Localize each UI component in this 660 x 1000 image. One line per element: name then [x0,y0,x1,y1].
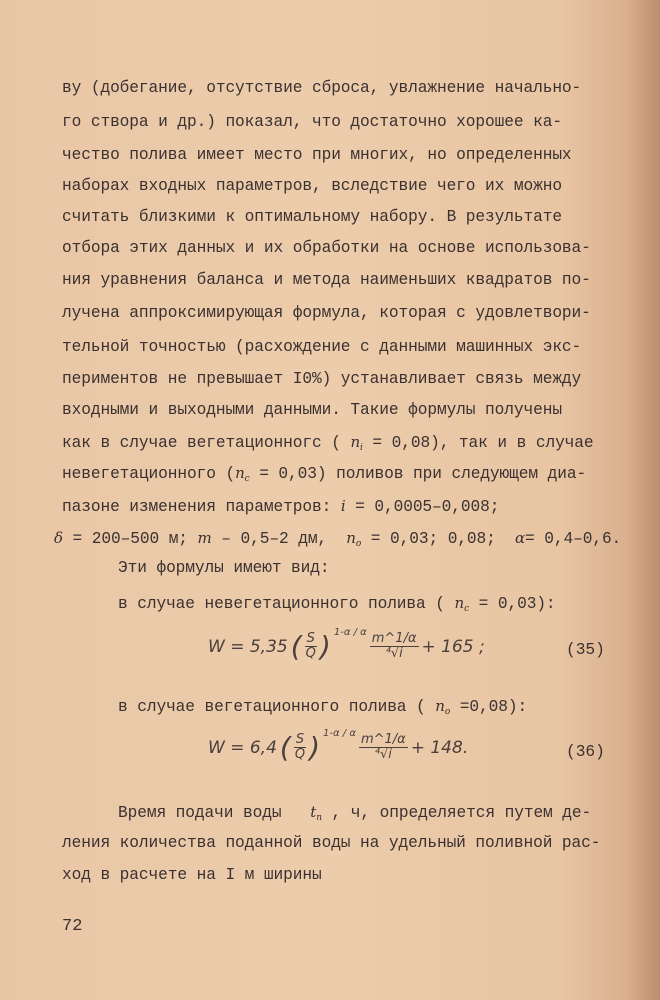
var-n: n [346,529,356,547]
subscript: o [444,707,451,717]
text-line [118,593,556,619]
formula-tail: + 148. [410,737,469,758]
text-line: наборах входных параметров, вследствие чего их можно [62,177,562,195]
var-n: n [435,697,445,715]
text: = 200–500 м; [62,530,198,548]
text-line [118,696,527,722]
text: в случае вегетационного полива ( [118,698,436,716]
text: = 0,03): [469,595,556,613]
text-line: ву (добегание, отсутствие сброса, увлажнение начально- [62,79,582,97]
text-line [62,496,499,517]
denominator: ⁴√i [385,646,403,661]
page-number: 72 [62,917,83,936]
text: – 0,5–2 дм, [211,530,347,548]
denominator: Q [294,747,306,762]
numerator: m^1/α [360,732,406,747]
text: , ч, определяется путем де- [321,804,592,822]
subscript: o [355,539,362,549]
var-t: t [310,803,317,821]
text: = 0,03; 0,08; [361,530,515,548]
text: невегетационного ( [62,465,236,483]
text: пазоне изменения параметров: [62,498,341,516]
var-m: m [197,529,212,547]
text-line: входными и выходными данными. Такие формулы получены [62,401,562,419]
text-line: чество полива имеет место при многих, но определенных [62,146,572,164]
text-line: лучена аппроксимирующая формула, которая с удовлетвори- [62,304,591,322]
equation-number: (35) [566,641,605,659]
text-line: ход в расчете на I м ширины [62,866,322,884]
text-line: отбора этих данных и их обработки на основе использова- [62,239,591,257]
var-delta: δ [54,529,63,547]
formula-lhs: W = 5,35 [208,636,288,657]
text: в случае невегетационного полива ( [118,595,455,613]
text-line: тельной точностью (расхождение с данными машинных экс- [62,338,582,356]
text: = 0,08), так и в случае [362,434,594,452]
exponent: 1-α / α [323,728,356,739]
subscript: i [360,443,363,453]
numerator: S [295,732,305,747]
var-alpha: α [515,529,526,547]
text-line [54,528,621,554]
formula-36: W = 6,4 ( $\frac{S}{Q}$ ) 1-α / α $\frac{m\^{}1/\alpha}{\text{⁴√i}}$ + 148. [208,728,469,764]
text-line [62,432,594,458]
denominator: Q [305,646,316,661]
text: Время подачи воды [118,804,311,822]
exponent: 1-α / α [333,627,367,638]
text: как в случае вегетационногс ( [62,434,351,452]
equation-number: (36) [566,743,605,761]
var-n: n [350,433,360,451]
subscript: c [464,604,470,614]
var-n: n [454,594,465,612]
text: = 0,4–0,6. [525,530,622,548]
subscript: c [244,474,250,484]
formula-35: W = 5,35 ( $\frac{S}{Q}$ ) 1-α / α $\frac{m\^{}1/\alpha}{\text{⁴√i}}$ + 165 ; [208,627,485,663]
text-line: периментов не превышает I0%) устанавливает связь между [62,370,582,388]
text-line: Эти формулы имеют вид: [118,559,330,577]
text: = 0,03) поливов при следующем диа- [249,465,587,483]
formula-lhs: W = 6,4 [208,737,277,758]
text-line: считать близкими к оптимальному набору. В результате [62,208,562,226]
var-i: i [340,497,346,515]
text-line: ния уравнения баланса и метода наименьших квадратов по- [62,271,591,289]
text-line: ления количества поданной воды на удельный поливной рас- [62,834,601,852]
numerator: m^1/α [371,631,417,646]
denominator: ⁴√i [374,747,392,762]
formula-tail: + 165 ; [421,636,485,657]
text-line [118,802,591,828]
text: = 0,0005–0,008; [345,498,500,516]
text-line: го створа и др.) показал, что достаточно хорошее ка- [62,113,562,131]
text-line [62,463,586,489]
text: =0,08): [450,698,528,716]
subscript: n [316,813,322,823]
numerator: S [306,631,315,646]
var-n: n [235,464,245,482]
